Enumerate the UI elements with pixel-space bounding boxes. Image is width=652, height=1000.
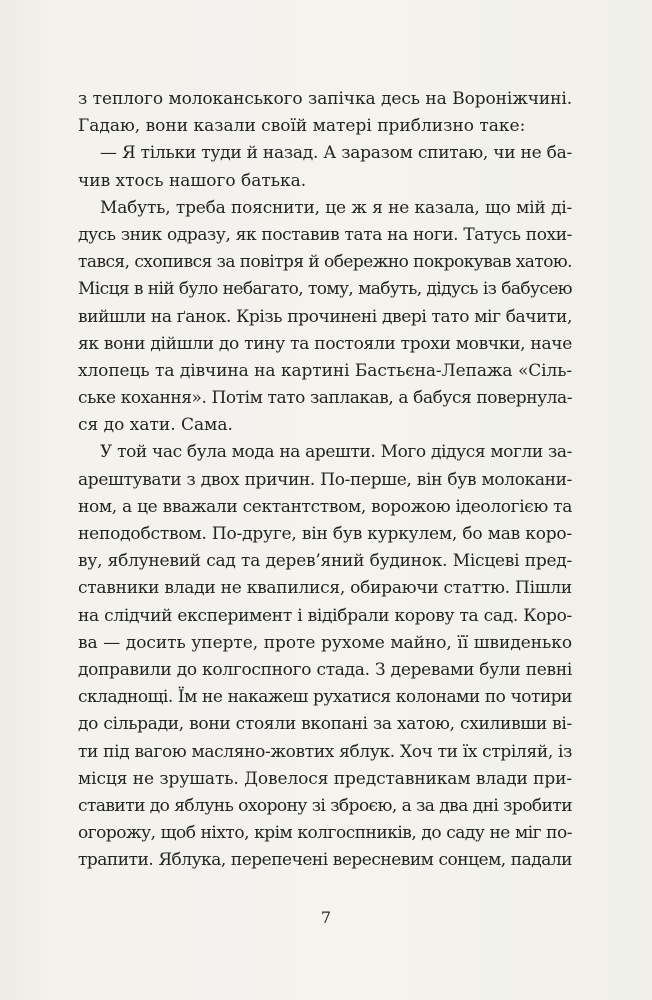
- text-line: вийшли на ґанок. Крізь прочинені двері тато міг бачити,: [78, 306, 572, 327]
- paragraph-2: [78, 140, 572, 194]
- text-line: У той час була мода на арешти. Мого дідуся могли за-: [100, 442, 572, 463]
- text-line: до сільради, вони стояли вкопані за хатою, схиливши ві-: [78, 714, 572, 735]
- text-line: неподобством. По-друге, він був куркулем, бо мав коро-: [78, 524, 572, 544]
- paragraph-1: [78, 86, 572, 140]
- text-line: чив хтось нашого батька.: [78, 170, 307, 191]
- text-line: арештувати з двох причин. По-перше, він був молокани-: [78, 469, 572, 490]
- paragraph-3: [78, 195, 572, 440]
- text-line: трапити. Яблука, перепечені вересневим сонцем, падали: [78, 850, 572, 871]
- text-line: огорожу, щоб ніхто, крім колгоспників, до саду не міг по-: [78, 823, 572, 844]
- text-line: ву, яблуневий сад та дерев’яний будинок. Місцеві пред-: [78, 551, 572, 572]
- body-text: [78, 86, 572, 874]
- text-line: — Я тільки туди й назад. А заразом спитаю, чи не ба-: [100, 143, 572, 164]
- text-line: хлопець та дівчина на картині Бастьєна-Лепажа «Сіль-: [78, 360, 572, 381]
- page-number: 7: [320, 908, 332, 927]
- text-line: складнощі. Їм не накажеш рухатися колонами по чотири: [78, 687, 572, 708]
- paragraph-4: [78, 439, 572, 874]
- text-line: як вони дійшли до тину та постояли трохи мовчки, наче: [78, 333, 572, 354]
- text-line: Місця в ній було небагато, тому, мабуть, дідусь із бабусею: [78, 279, 572, 300]
- text-line: дусь зник одразу, як поставив тата на ноги. Татусь похи-: [78, 224, 572, 245]
- text-line: ставники влади не квапилися, обираючи статтю. Пішли: [78, 578, 572, 599]
- text-line: доправили до колгоспного стада. З деревами були певні: [78, 659, 572, 680]
- text-line: ся до хати. Сама.: [78, 415, 233, 436]
- text-line: ва — досить уперте, проте рухоме майно, її швиденько: [78, 632, 572, 653]
- text-line: ставити до яблунь охорону зі зброєю, а за два дні зробити: [78, 795, 572, 816]
- text-line: Мабуть, треба пояснити, це ж я не казала, що мій ді-: [100, 197, 572, 218]
- text-line: Гадаю, вони казали своїй матері приблизно таке:: [78, 116, 526, 137]
- text-line: ти під вагою масляно-жовтих яблук. Хоч ти їх стріляй, із: [78, 741, 572, 762]
- text-line: ном, а це вважали сектантством, ворожою ідеологією та: [78, 496, 572, 517]
- text-line: на слідчий експеримент і відібрали корову та сад. Коро-: [78, 605, 572, 626]
- text-line: ське кохання». Потім тато заплакав, а бабуся повернула-: [78, 388, 572, 409]
- text-line: з теплого молоканського запічка десь на Вороніжчині.: [78, 89, 572, 109]
- text-line: тався, схопився за повітря й обережно покрокував хатою.: [78, 252, 572, 273]
- text-line: місця не зрушать. Довелося представникам влади при-: [78, 768, 572, 789]
